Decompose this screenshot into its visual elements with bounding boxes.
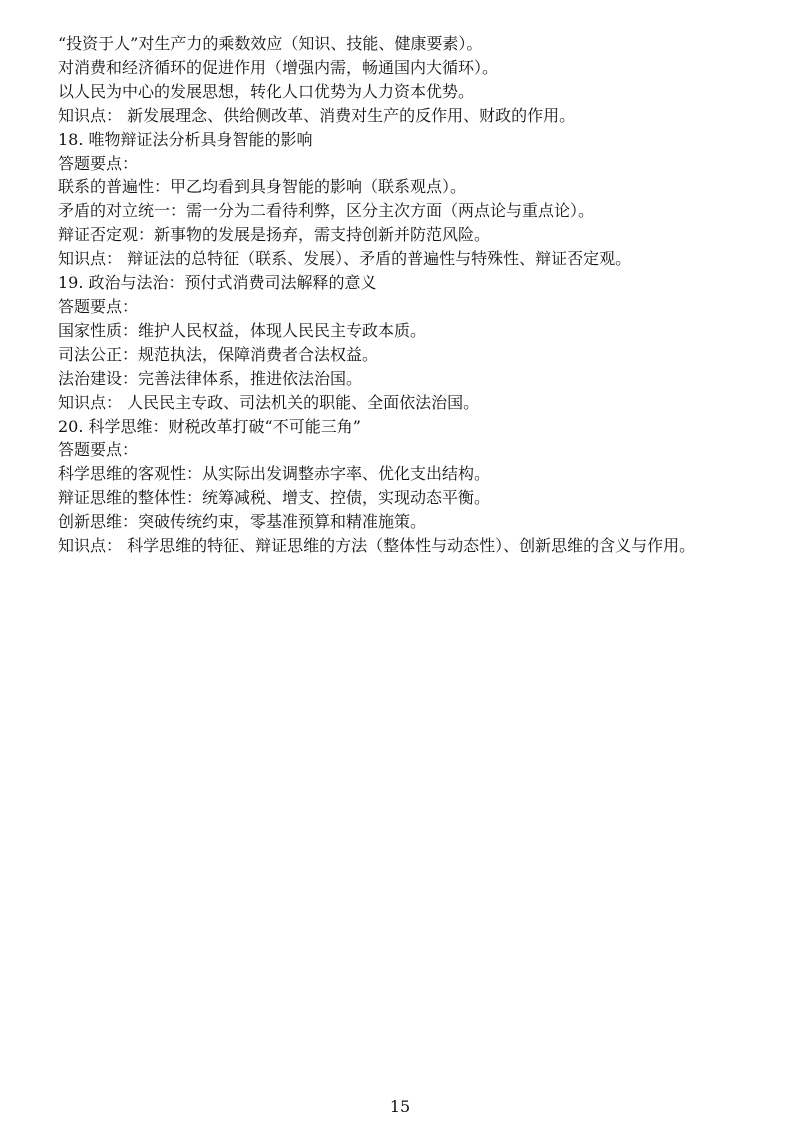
text-line: 以人民为中心的发展思想，转化人口优势为人力资本优势。: [58, 81, 475, 101]
knowledge-points-line: 知识点： 人民民主专政、司法机关的职能、全面依法治国。: [58, 392, 480, 412]
section-heading-20: 20. 科学思维：财税改革打破“不可能三角”: [58, 416, 361, 436]
text-line: 辩证思维的整体性：统筹减税、增支、控债，实现动态平衡。: [58, 488, 491, 508]
knowledge-points-line: 知识点： 科学思维的特征、辩证思维的方法（整体性与动态性）、创新思维的含义与作用。: [58, 536, 696, 556]
text-line: 法治建设：完善法律体系，推进依法治国。: [58, 368, 363, 388]
answer-points-label: 答题要点：: [58, 153, 139, 173]
page-number: 15: [389, 1097, 411, 1116]
text-line: 联系的普遍性：甲乙均看到具身智能的影响（联系观点）。: [58, 177, 467, 197]
document-body: [58, 32, 758, 558]
text-line: “投资于人”对生产力的乘数效应（知识、技能、健康要素）。: [58, 34, 483, 53]
text-line: 辩证否定观：新事物的发展是扬弃，需支持创新并防范风险。: [58, 225, 491, 245]
knowledge-points-line: 知识点： 辩证法的总特征（联系、发展）、矛盾的普遍性与特殊性、辩证否定观。: [58, 249, 632, 269]
text-line: 矛盾的对立统一：需一分为二看待利弊，区分主次方面（两点论与重点论）。: [58, 201, 595, 221]
text-line: 科学思维的客观性：从实际出发调整赤字率、优化支出结构。: [58, 464, 491, 484]
text-line: 对消费和经济循环的促进作用（增强内需，畅通国内大循环）。: [58, 57, 499, 77]
answer-points-label: 答题要点：: [58, 296, 139, 316]
knowledge-points-line: 知识点： 新发展理念、供给侧改革、消费对生产的反作用、财政的作用。: [58, 105, 576, 125]
answer-points-label: 答题要点：: [58, 440, 139, 460]
text-line: 国家性质：维护人民权益，体现人民民主专政本质。: [58, 320, 427, 340]
section-heading-19: 19. 政治与法治：预付式消费司法解释的意义: [58, 273, 377, 293]
text-line: 司法公正：规范执法，保障消费者合法权益。: [58, 344, 379, 364]
section-heading-18: 18. 唯物辩证法分析具身智能的影响: [58, 129, 313, 149]
text-line: 创新思维：突破传统约束，零基准预算和精准施策。: [58, 512, 427, 532]
